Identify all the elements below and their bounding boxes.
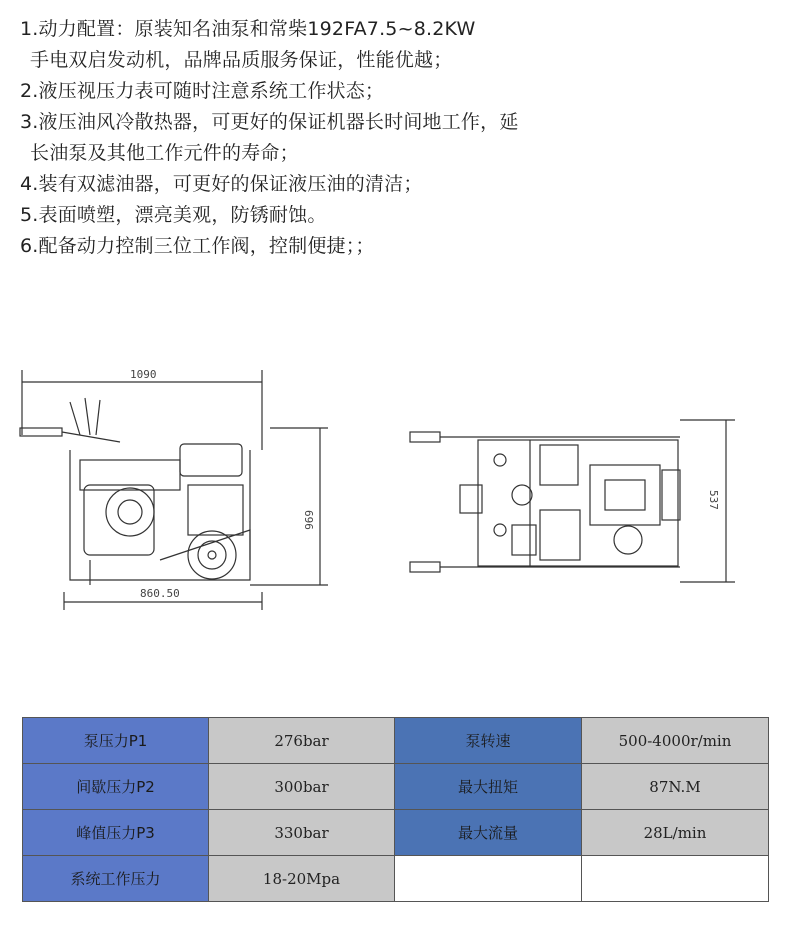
spec-value: 18-20Mpa — [209, 856, 395, 902]
feature-list — [20, 14, 780, 262]
feature-line-4: 3.液压油风冷散热器，可更好的保证机器长时间地工作，延 — [20, 111, 519, 133]
spec-label: 最大扭矩 — [395, 764, 582, 810]
feature-line-1: 1.动力配置：原装知名油泵和常柴192FA7.5~8.2KW — [20, 18, 476, 40]
spec-value: 87N.M — [582, 764, 769, 810]
table-row — [23, 764, 769, 810]
table-row — [23, 856, 769, 902]
dim-side-width: 1090 — [130, 368, 157, 381]
feature-line-6: 4.装有双滤油器，可更好的保证液压油的清洁； — [20, 173, 423, 195]
feature-line-7: 5.表面喷塑，漂亮美观，防锈耐蚀。 — [20, 204, 327, 226]
spec-value: 28L/min — [582, 810, 769, 856]
table-row — [23, 810, 769, 856]
feature-line-5: 长油泵及其他工作元件的寿命； — [30, 142, 299, 164]
spec-label: 泵压力P1 — [23, 718, 209, 764]
spec-label: 泵转速 — [395, 718, 582, 764]
top-view-drawing — [400, 400, 750, 620]
spec-label: 系统工作压力 — [23, 856, 209, 902]
side-view-drawing — [0, 360, 360, 620]
table-row — [23, 718, 769, 764]
feature-line-3: 2.液压视压力表可随时注意系统工作状态； — [20, 80, 385, 102]
feature-line-8: 6.配备动力控制三位工作阀，控制便捷；； — [20, 235, 375, 257]
technical-drawings — [0, 360, 800, 620]
feature-line-2: 手电双启发动机，品牌品质服务保证，性能优越； — [30, 49, 453, 71]
spec-value: 500-4000r/min — [582, 718, 769, 764]
spec-label: 峰值压力P3 — [23, 810, 209, 856]
dim-side-base: 860.50 — [140, 587, 180, 600]
dim-top-height: 537 — [707, 490, 720, 510]
spec-label: 间歇压力P2 — [23, 764, 209, 810]
empty-cell — [395, 856, 582, 902]
spec-value: 300bar — [209, 764, 395, 810]
spec-value: 276bar — [209, 718, 395, 764]
specs-table — [22, 717, 769, 902]
empty-cell — [582, 856, 769, 902]
spec-label: 最大流量 — [395, 810, 582, 856]
dim-side-height: 696 — [302, 510, 315, 530]
spec-value: 330bar — [209, 810, 395, 856]
